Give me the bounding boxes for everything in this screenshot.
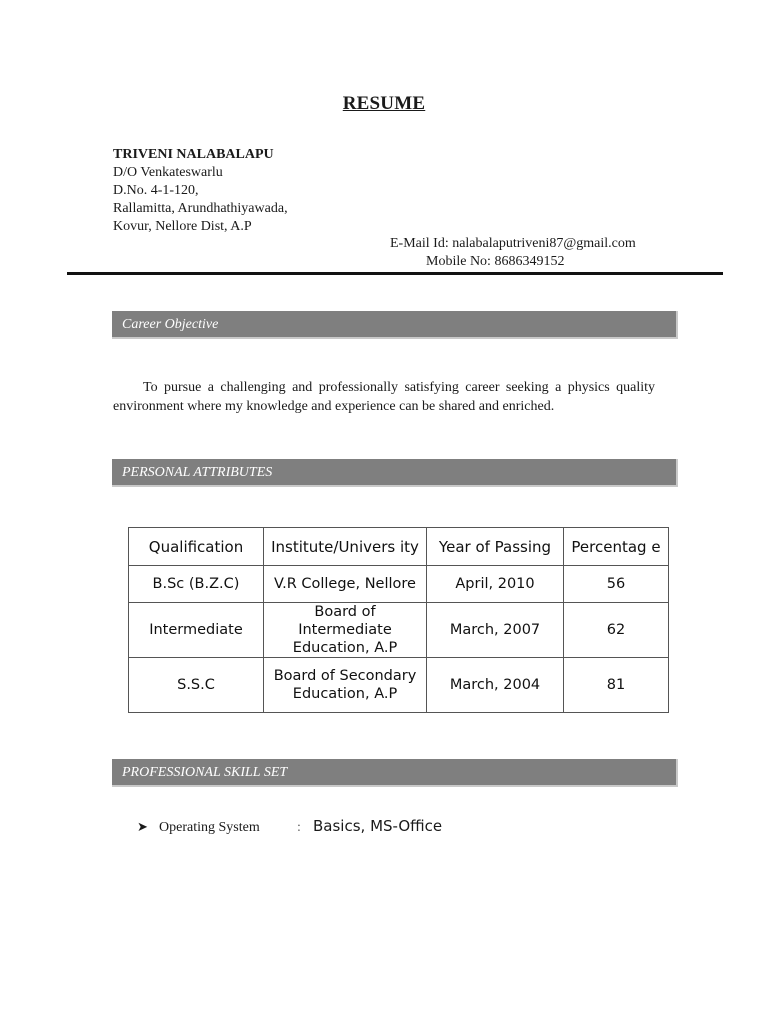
table-cell: March, 2004 [427, 658, 564, 713]
career-objective-text: To pursue a challenging and professionally satisfying career seeking a physics quality environment where my knowledge and experience can be shared and enriched. [113, 380, 655, 414]
table-cell: Board of Intermediate Education, A.P [264, 603, 427, 658]
skill-value: Basics, MS-Office [313, 817, 443, 835]
table-cell: 56 [564, 566, 669, 603]
email-line: E-Mail Id: nalabalaputriveni87@gmail.com [390, 236, 636, 251]
header-cell: Year of Passing [427, 528, 564, 566]
contact-block [390, 235, 636, 271]
candidate-name: TRIVENI NALABALAPU [113, 147, 274, 162]
arrow-bullet-icon: ➤ [137, 820, 148, 835]
table-cell: B.Sc (B.Z.C) [129, 566, 264, 603]
resume-title: RESUME [342, 93, 426, 114]
table-cell: April, 2010 [427, 566, 564, 603]
skill-label: Operating System [159, 820, 260, 835]
career-objective-heading: Career Objective [112, 311, 678, 339]
table-cell: 62 [564, 603, 669, 658]
table-row [129, 566, 669, 603]
header-cell: Qualification [129, 528, 264, 566]
mobile-line: Mobile No: 8686349152 [426, 254, 565, 269]
address-line: D.No. 4-1-120, [113, 183, 199, 198]
table-header-row [129, 528, 669, 566]
skill-item [137, 817, 442, 836]
address-line: D/O Venkateswarlu [113, 165, 223, 180]
skill-set-heading: PROFESSIONAL SKILL SET [112, 759, 678, 787]
address-line: Rallamitta, Arundhathiyawada, [113, 201, 288, 216]
table-cell: Board of Secondary Education, A.P [264, 658, 427, 713]
header-cell: Percentag e [564, 528, 669, 566]
table-cell: S.S.C [129, 658, 264, 713]
table-cell: March, 2007 [427, 603, 564, 658]
header-cell: Institute/Univers ity [264, 528, 427, 566]
table-row [129, 603, 669, 658]
education-table [128, 527, 669, 713]
table-row [129, 658, 669, 713]
address-block [113, 146, 288, 236]
address-line: Kovur, Nellore Dist, A.P [113, 219, 252, 234]
table-cell: 81 [564, 658, 669, 713]
skill-separator: : [297, 820, 301, 835]
table-cell: V.R College, Nellore [264, 566, 427, 603]
personal-attributes-heading: PERSONAL ATTRIBUTES [112, 459, 678, 487]
header-divider [67, 272, 723, 275]
table-cell: Intermediate [129, 603, 264, 658]
